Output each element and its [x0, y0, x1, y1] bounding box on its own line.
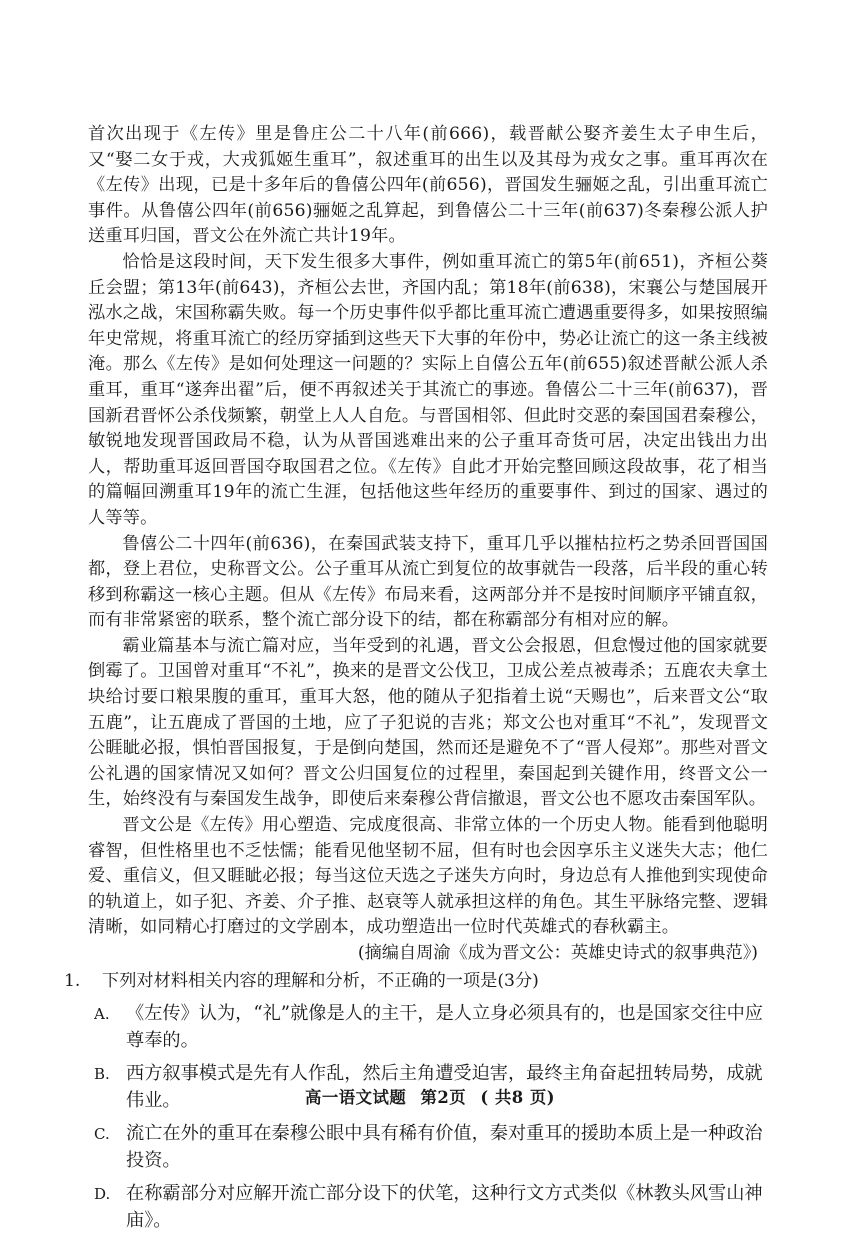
footer-total-pages: ( 共8 页) [480, 1088, 556, 1107]
page-footer [0, 1084, 860, 1108]
passage-paragraph-1: 首次出现于《左传》里是鲁庄公二十八年(前666)，载晋献公娶齐姜生太子申生后，又“娶二女于戎，大戎狐姬生重耳”，叙述重耳的出生以及其母为戎女之事。重耳再次在《左传》出现，已是十多年后的鲁僖公四年(前656)，晋国发生骊姬之乱，引出重耳流亡事件。从鲁僖公四年(前656)骊姬之乱算起，到鲁僖公二十三年(前637)冬秦穆公派人护送重耳归国，晋文公在外流亡共计19年。 [88, 124, 768, 247]
passage-paragraph-4: 霸业篇基本与流亡篇对应，当年受到的礼遇，晋文公会报恩，但怠慢过他的国家就要倒霉了。卫国曾对重耳“不礼”，换来的是晋文公伐卫，卫成公差点被毒杀；五鹿农夫拿土块给讨要口粮果腹的重耳，重耳大怒，他的随从子犯指着土说“天赐也”，后来晋文公“取五鹿”，让五鹿成了晋国的土地，应了子犯说的吉兆；郑文公也对重耳“不礼”，发现晋文公睚眦必报，惧怕晋国报复，于是倒向楚国，然而还是避免不了“晋人侵郑”。那些对晋文公礼遇的国家情况又如何？晋文公归国复位的过程里，秦国起到关键作用，终晋文公一生，始终没有与秦国发生战争，即使后来秦穆公背信撤退，晋文公也不愿攻击秦国军队。 [88, 635, 768, 810]
option-text: 流亡在外的重耳在秦穆公眼中具有稀有价值，秦对重耳的援助本质上是一种政治投资。 [126, 1123, 763, 1171]
passage-paragraph-5: 晋文公是《左传》用心塑造、完成度很高、非常立体的一个历史人物。能看到他聪明睿智，但性格里也不乏怯懦；能看见他坚韧不屈，但有时也会因享乐主义迷失大志；他仁爱、重信义，但又睚眦必报；每当这位天选之子迷失方向时，身边总有人推他到实现使命的轨道上，如子犯、齐姜、介子推、赵衰等人就承担这样的角色。其生平脉络完整、逻辑清晰，如同精心打磨过的文学剧本，成功塑造出一位时代英雄式的春秋霸主。 [88, 815, 768, 938]
passage-paragraph-2: 恰恰是这段时间，天下发生很多大事件，例如重耳流亡的第5年(前651)，齐桓公葵丘会盟；第13年(前643)，齐桓公去世，齐国内乱；第18年(前638)，宋襄公与楚国展开泓水之战，宋国称霸失败。每一个历史事件似乎都比重耳流亡遭遇重要得多，如果按照编年史常规，将重耳流亡的经历穿插到这些天下大事的年份中，势必让流亡的这一条主线被淹。那么《左传》是如何处理这一问题的？实际上自僖公五年(前655)叙述晋献公派人杀重耳，重耳“遂奔出翟”后，便不再叙述关于其流亡的事迹。鲁僖公二十三年(前637)，晋国新君晋怀公杀伐频繁，朝堂上人人自危。与晋国相邻、但此时交恶的秦国国君秦穆公，敏锐地发现晋国政局不稳，认为从晋国逃难出来的公子重耳奇货可居，决定出钱出力出人，帮助重耳返回晋国夺取国君之位。《左传》自此才开始完整回顾这段故事，花了相当的篇幅回溯重耳19年的流亡生涯，包括他这些年经历的重要事件、到过的国家、遇过的人等等。 [88, 251, 768, 528]
passage-paragraph-3: 鲁僖公二十四年(前636)，在秦国武装支持下，重耳几乎以摧枯拉朽之势杀回晋国国都，登上君位，史称晋文公。公子重耳从流亡到复位的故事就告一段落，后半段的重心转移到称霸这一核心主题。但从《左传》布局来看，这两部分并不是按时间顺序平铺直叙，而有非常紧密的联系，整个流亡部分设下的结，都在称霸部分有相对应的解。 [88, 533, 768, 631]
reading-passage [88, 122, 768, 967]
option-text: 西方叙事模式是先有人作乱，然后主角遭受迫害，最终主角奋起扭转局势，成就伟业。 [126, 1063, 763, 1111]
option-text: 《左传》认为，“礼”就像是人的主干，是人立身必须具有的，也是国家交往中应尊奉的。 [126, 1003, 763, 1051]
option-d [94, 1181, 768, 1234]
question-stem [64, 969, 768, 995]
option-letter: B. [94, 1065, 110, 1084]
option-letter: A. [94, 1005, 110, 1024]
passage-source: (摘编自周渝《成为晋文公：英雄史诗式的叙事典范》) [357, 943, 758, 963]
option-letter: C. [94, 1125, 110, 1144]
option-c [94, 1121, 768, 1174]
question-number: 1. [64, 970, 81, 991]
option-text: 在称霸部分对应解开流亡部分设下的伏笔，这种行文方式类似《林教头风雪山神庙》。 [126, 1183, 763, 1231]
footer-page-number: 第2页 [420, 1088, 467, 1107]
question-text: 下列对材料相关内容的理解和分析，不正确的一项是(3分) [102, 970, 539, 991]
footer-subject: 高一语文试题 [304, 1088, 407, 1107]
option-a [94, 1001, 768, 1054]
option-letter: D. [94, 1185, 111, 1204]
